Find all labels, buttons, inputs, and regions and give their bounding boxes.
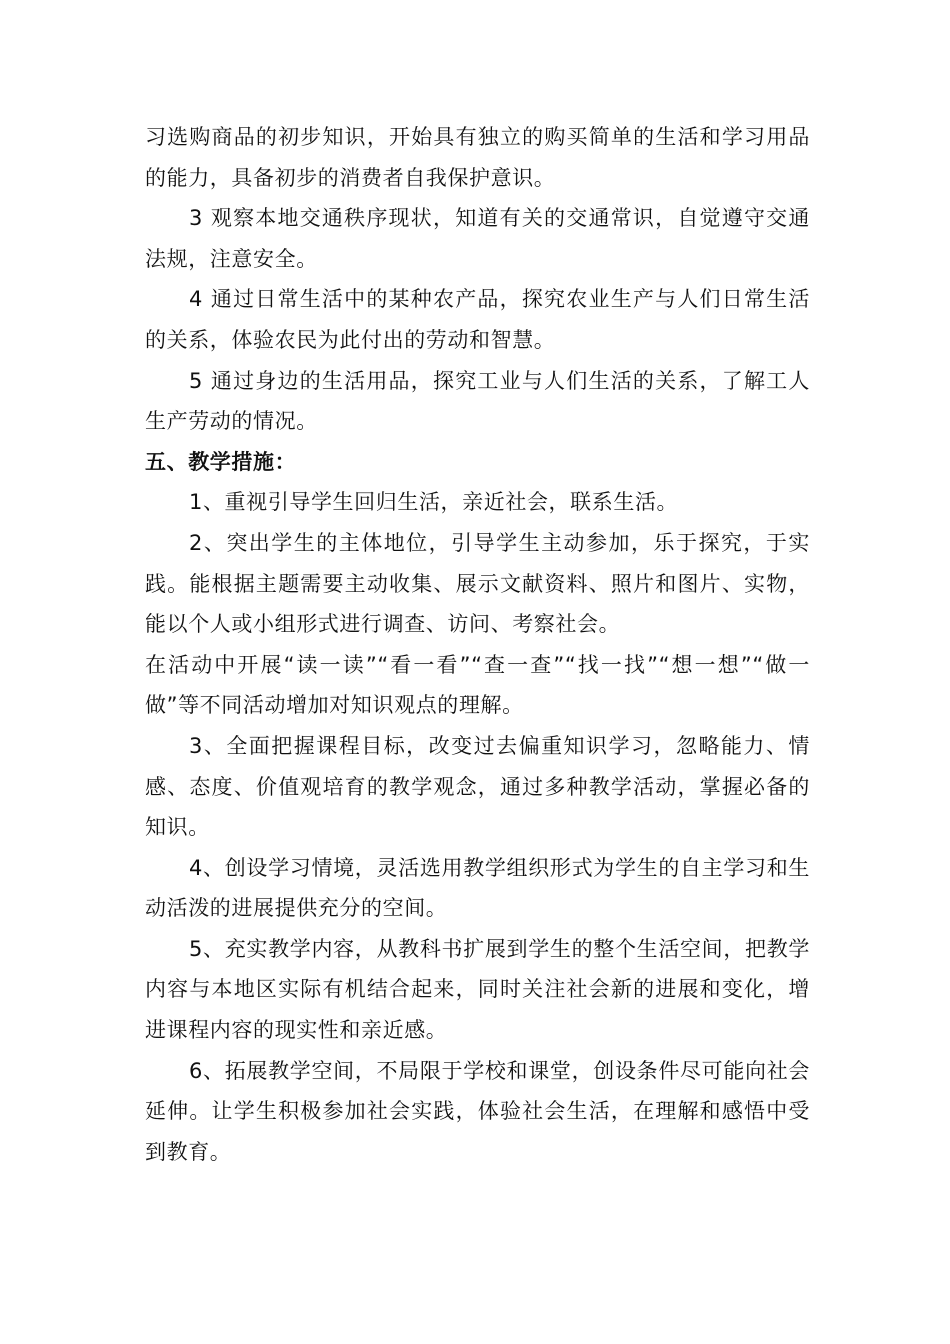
measure-5: 5、充实教学内容，从教科书扩展到学生的整个生活空间，把教学内容与本地区实际有机结合起来，同时关注社会新的进展和变化，增进课程内容的现实性和亲近感。 <box>145 936 810 1043</box>
measure-6: 6、拓展教学空间，不局限于学校和课堂，创设条件尽可能向社会延伸。让学生积极参加社会实践，体验社会生活，在理解和感悟中受到教育。 <box>145 1058 810 1164</box>
paragraph-shopping-knowledge: 习选购商品的初步知识，开始具有独立的购买简单的生活和学习用品的能力，具备初步的消费者自我保护意识。 <box>145 125 810 190</box>
measure-2-activities: 在活动中开展“读一读”“看一看”“查一查”“找一找”“想一想”“做一做”等不同活动增加对知识观点的理解。 <box>145 652 810 718</box>
paragraph-industry: 5 通过身边的生活用品，探究工业与人们生活的关系，了解工人生产劳动的情况。 <box>145 368 810 434</box>
document-page <box>145 117 810 1172</box>
paragraph-traffic-rules: 3 观察本地交通秩序现状，知道有关的交通常识，自觉遵守交通法规，注意安全。 <box>145 206 810 271</box>
measure-2: 2、突出学生的主体地位，引导学生主动参加，乐于探究，于实践。能根据主题需要主动收集、展示文献资料、照片和图片、实物，能以个人或小组形式进行调查、访问、考察社会。 <box>145 530 810 637</box>
measure-3: 3、全面把握课程目标，改变过去偏重知识学习，忽略能力、情感、态度、价值观培育的教学观念，通过多种教学活动，掌握必备的知识。 <box>145 733 810 840</box>
measure-1: 1、重视引导学生回归生活，亲近社会，联系生活。 <box>189 490 679 515</box>
section-heading-teaching-measures: 五、教学措施： <box>145 449 297 474</box>
paragraph-agriculture: 4 通过日常生活中的某种农产品，探究农业生产与人们日常生活的关系，体验农民为此付出的劳动和智慧。 <box>145 287 810 352</box>
measure-4: 4、创设学习情境，灵活选用教学组织形式为学生的自主学习和生动活泼的进展提供充分的空间。 <box>145 855 810 921</box>
